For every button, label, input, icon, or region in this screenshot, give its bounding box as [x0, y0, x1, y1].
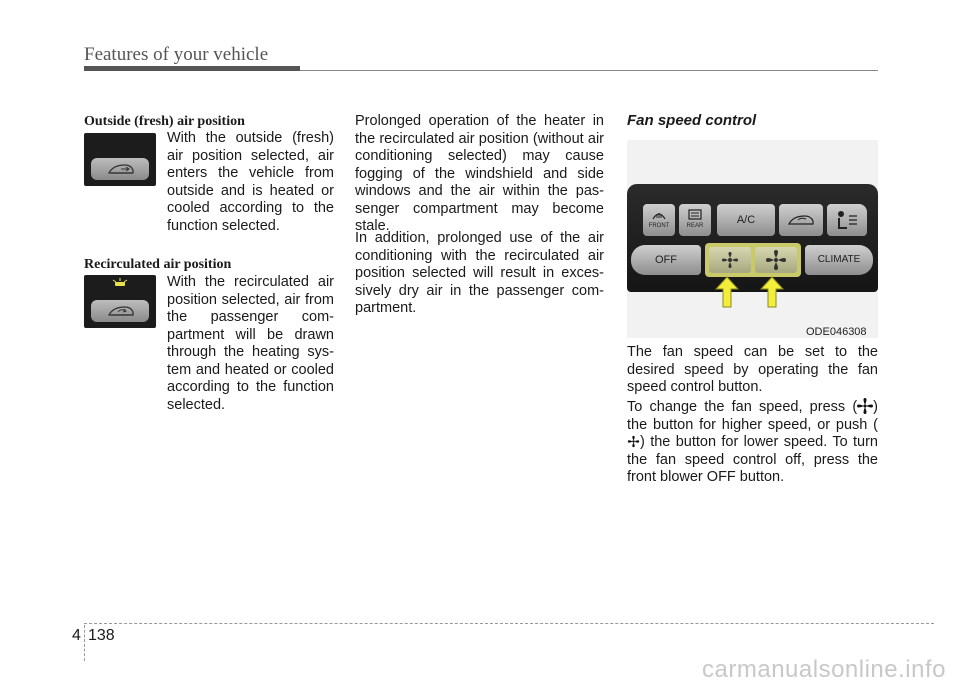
recirculated-air-button-image	[84, 275, 156, 328]
chapter-number: 4	[72, 627, 81, 644]
up-arrow-icon	[715, 276, 739, 308]
ac-button-image: A/C	[717, 204, 775, 236]
image-code: ODE046308	[806, 326, 867, 338]
watermark: carmanualsonline.info	[702, 656, 946, 683]
fan-speed-description: The fan speed can be set to the desired speed by operating the fan speed control button.	[627, 344, 878, 395]
footer-rule	[84, 623, 934, 624]
recirculated-air-description: With the recirculated air position selected, air from the passenger com-partment will be drawn through the heating sys-tem and heated or cooled according to the function selected.	[167, 274, 334, 413]
fan-speed-button-highlight	[705, 243, 801, 277]
fan-speed-instructions	[627, 398, 878, 487]
outside-air-button-image	[84, 133, 156, 186]
front-defrost-button-image	[643, 204, 675, 236]
rear-defrost-icon	[687, 209, 703, 221]
fan-high-icon	[857, 398, 873, 414]
instruction-part-3: ) the button for lower speed. To turn the fan speed control off, press the front blower OFF button.	[627, 434, 878, 485]
rear-defrost-button-image	[679, 204, 711, 236]
airflow-mode-icon	[827, 204, 867, 236]
fan-low-icon	[709, 247, 751, 273]
button-face	[91, 158, 149, 180]
fan-high-icon	[755, 247, 797, 273]
climate-panel-image	[627, 140, 878, 338]
fan-down-button-image	[709, 247, 751, 273]
off-button-image: OFF	[631, 245, 701, 275]
recirculated-air-heading: Recirculated air position	[84, 257, 232, 272]
climate-button-image: CLIMATE	[805, 245, 873, 275]
rear-label: REAR	[686, 223, 704, 229]
instruction-part-1: To change the fan speed, press (	[627, 399, 858, 415]
page-section-title: Features of your vehicle	[84, 44, 269, 65]
heater-warning-paragraph: Prolonged operation of the heater in the recirculated air position (without air conditioning selected) may cause fogging of the windshield and side windows and the air within the pas-senger compartment may become stale.	[355, 113, 604, 234]
header-rule	[84, 66, 300, 71]
front-defrost-icon	[651, 209, 667, 221]
indicator-light-icon	[112, 278, 128, 290]
fan-low-icon	[627, 435, 640, 448]
ac-dry-air-paragraph: In addition, prolonged use of the air conditioning with the recirculated air position selected will result in exces-sively dry air in the passenger com-partment.	[355, 230, 604, 316]
recirculate-button-image	[779, 204, 823, 236]
header-rule-thin	[300, 70, 878, 71]
airflow-mode-button-image	[827, 204, 867, 236]
outside-air-icon	[91, 158, 149, 180]
outside-air-description: With the outside (fresh) air position selected, air enters the vehicle from outside and is heated or cooled according to the function selected.	[167, 130, 334, 234]
instruction-part-2: ) the button for higher speed, or push (	[627, 399, 878, 433]
outside-air-heading: Outside (fresh) air position	[84, 114, 245, 129]
fan-speed-heading: Fan speed control	[627, 112, 757, 129]
fan-up-button-image	[755, 247, 797, 273]
front-label: FRONT	[648, 223, 670, 229]
page-number: 138	[88, 627, 115, 644]
footer-separator	[84, 625, 85, 661]
up-arrow-icon	[760, 276, 784, 308]
button-face	[91, 300, 149, 322]
recirculate-air-icon	[91, 300, 149, 322]
recirculate-icon	[779, 204, 823, 236]
